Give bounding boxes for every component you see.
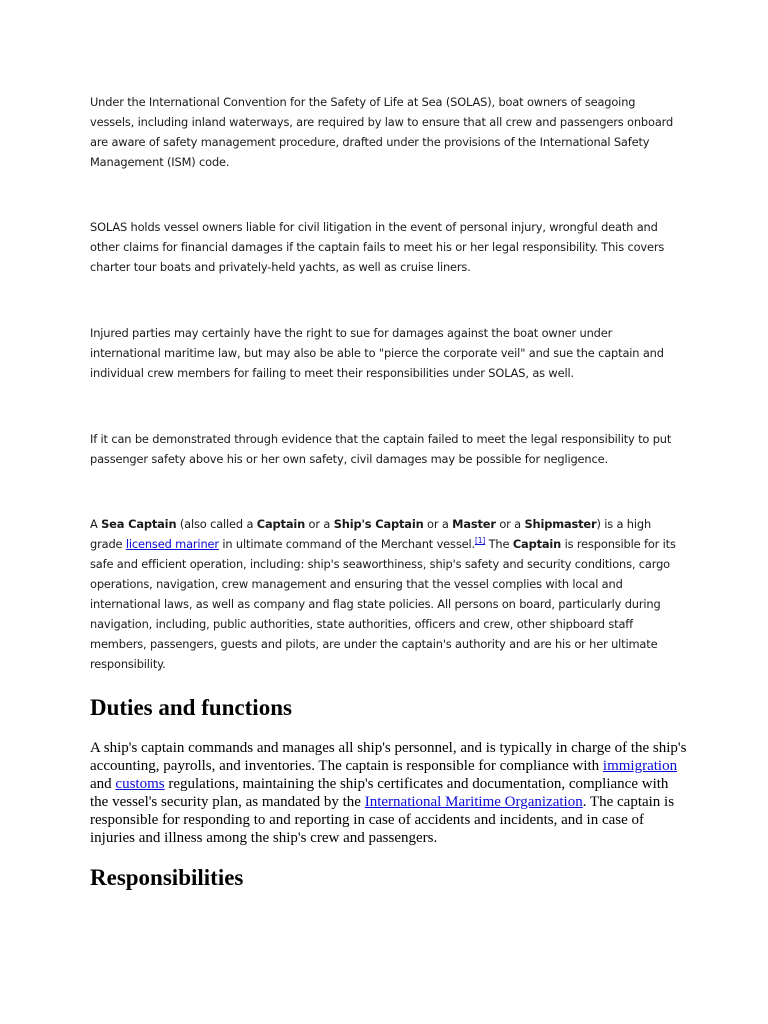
link-international-maritime-organization[interactable]: International Maritime Organization (364, 794, 583, 810)
term-ships-captain: Ship's Captain (333, 517, 424, 531)
text-segment: or a (495, 517, 525, 531)
term-master: Master (452, 517, 496, 531)
text-segment: ) is a high grade (90, 517, 652, 551)
term-sea-captain: Sea Captain (101, 517, 177, 531)
heading-duties-and-functions: Duties and functions (90, 695, 292, 720)
paragraph-negligence: If it can be demonstrated through evidence that the captain failed to meet the legal responsibility to put passenger safety above his or her own safety, civil damages may be possible for negligence. (90, 432, 672, 466)
link-customs[interactable]: customs (115, 776, 165, 792)
text-segment: A (90, 517, 102, 531)
paragraph-injured-parties: Injured parties may certainly have the right to sue for damages against the boat owner under international maritime law, but may also be able to "pierce the corporate veil" and sue the captain and individual crew members for failing to meet their responsibilities under SOLAS, as well. (90, 326, 664, 380)
text-segment: . The captain is responsible for responding to and reporting in case of accidents and incidents, and in case of injuries and illness among the ship's crew and passengers. (90, 794, 675, 846)
term-captain: Captain (256, 517, 306, 531)
paragraph-solas-liability: SOLAS holds vessel owners liable for civil litigation in the event of personal injury, wrongful death and other claims for financial damages if the captain fails to meet his or her legal responsibility. This covers charter tour boats and privately-held yachts, as well as cruise liners. (90, 220, 665, 274)
link-licensed-mariner[interactable]: licensed mariner (125, 537, 219, 551)
text-segment: or a (305, 517, 334, 531)
paragraph-duties (90, 739, 690, 847)
text-segment: is responsible for its safe and efficient operation, including: ship's seaworthiness, ship's safety and security conditions, cargo operations, navigation, crew management and ensuring that the vessel complies with local and international laws, as well as company and flag state policies. All persons on board, particularly during navigation, including, public authorities, state authorities, officers and crew, other shipboard staff members, passengers, guests and pilots, are under the captain's authority and are his or her ultimate responsibility. (90, 537, 676, 671)
text-segment: A ship's captain commands and manages all ship's personnel, and is typically in charge of the ship's accounting, payrolls, and inventories. The captain is responsible for compliance with (90, 740, 687, 774)
text-segment: The (485, 537, 513, 551)
reference-link-1[interactable]: [1] (474, 536, 486, 546)
text-segment: regulations, maintaining the ship's certificates and documentation, compliance with the vessel's security plan, as mandated by the (90, 776, 669, 810)
term-captain-2: Captain (512, 537, 562, 551)
term-shipmaster: Shipmaster (524, 517, 597, 531)
paragraph-solas-intro: Under the International Convention for the Safety of Life at Sea (SOLAS), boat owners of seagoing vessels, including inland waterways, are required by law to ensure that all crew and passengers onboard are aware of safety management procedure, drafted under the provisions of the International Safety Management (ISM) code. (90, 95, 674, 169)
link-immigration[interactable]: immigration (602, 758, 678, 774)
text-segment: in ultimate command of the Merchant vessel. (218, 537, 475, 551)
text-segment: (also called a (176, 517, 257, 531)
text-segment: or a (423, 517, 453, 531)
text-segment: and (90, 776, 116, 792)
reference-link[interactable] (475, 536, 485, 545)
paragraph-sea-captain (90, 514, 682, 674)
heading-responsibilities: Responsibilities (90, 865, 244, 890)
